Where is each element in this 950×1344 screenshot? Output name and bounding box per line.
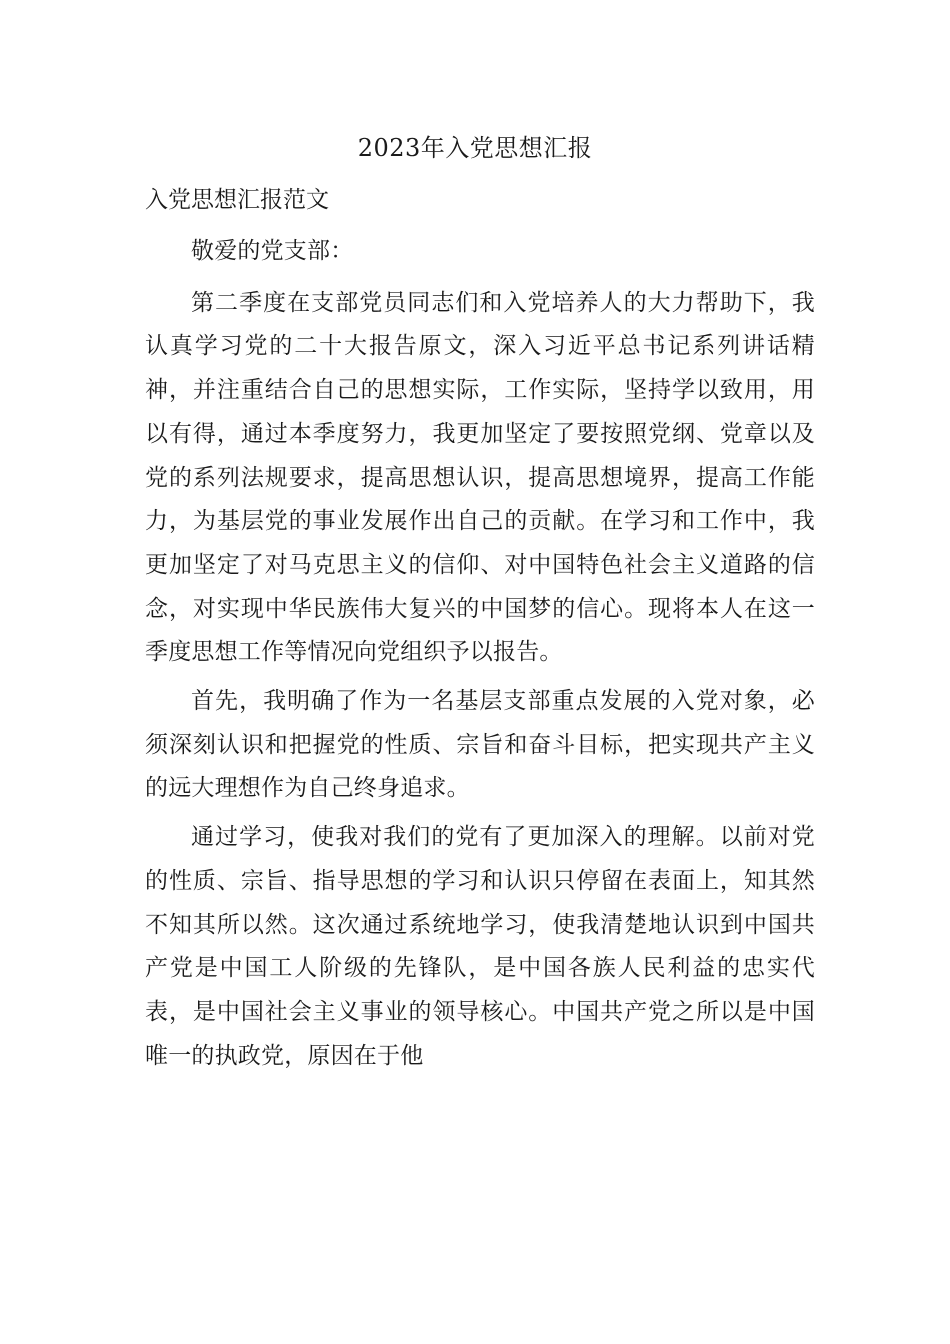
document-title: 2023年入党思想汇报 (357, 134, 593, 162)
document-body (145, 230, 815, 1083)
paragraph-2: 首先，我明确了作为一名基层支部重点发展的入党对象，必须深刻认识和把握党的性质、宗旨和奋斗目标，把实现共产主义的远大理想作为自己终身追求。 (145, 688, 815, 802)
paragraph-3: 通过学习，使我对我们的党有了更加深入的理解。以前对党的性质、宗旨、指导思想的学习和认识只停留在表面上，知其然不知其所以然。这次通过系统地学习，使我清楚地认识到中国共产党是中国工人阶级的先锋队，是中国各族人民利益的忠实代表，是中国社会主义事业的领导核心。中国共产党之所以是中国唯一的执政党，原因在于他 (145, 824, 815, 1069)
paragraph-1: 第二季度在支部党员同志们和入党培养人的大力帮助下，我认真学习党的二十大报告原文，深入习近平总书记系列讲话精神，并注重结合自己的思想实际，工作实际，坚持学以致用，用以有得，通过本季度努力，我更加坚定了要按照党纲、党章以及党的系列法规要求，提高思想认识，提高思想境界，提高工作能力，为基层党的事业发展作出自己的贡献。在学习和工作中，我更加坚定了对马克思主义的信仰、对中国特色社会主义道路的信念，对实现中华民族伟大复兴的中国梦的信心。现将本人在这一季度思想工作等情况向党组织予以报告。 (145, 289, 815, 666)
document-subtitle: 入党思想汇报范文 (145, 187, 329, 213)
salutation: 敬爱的党支部： (191, 238, 354, 264)
